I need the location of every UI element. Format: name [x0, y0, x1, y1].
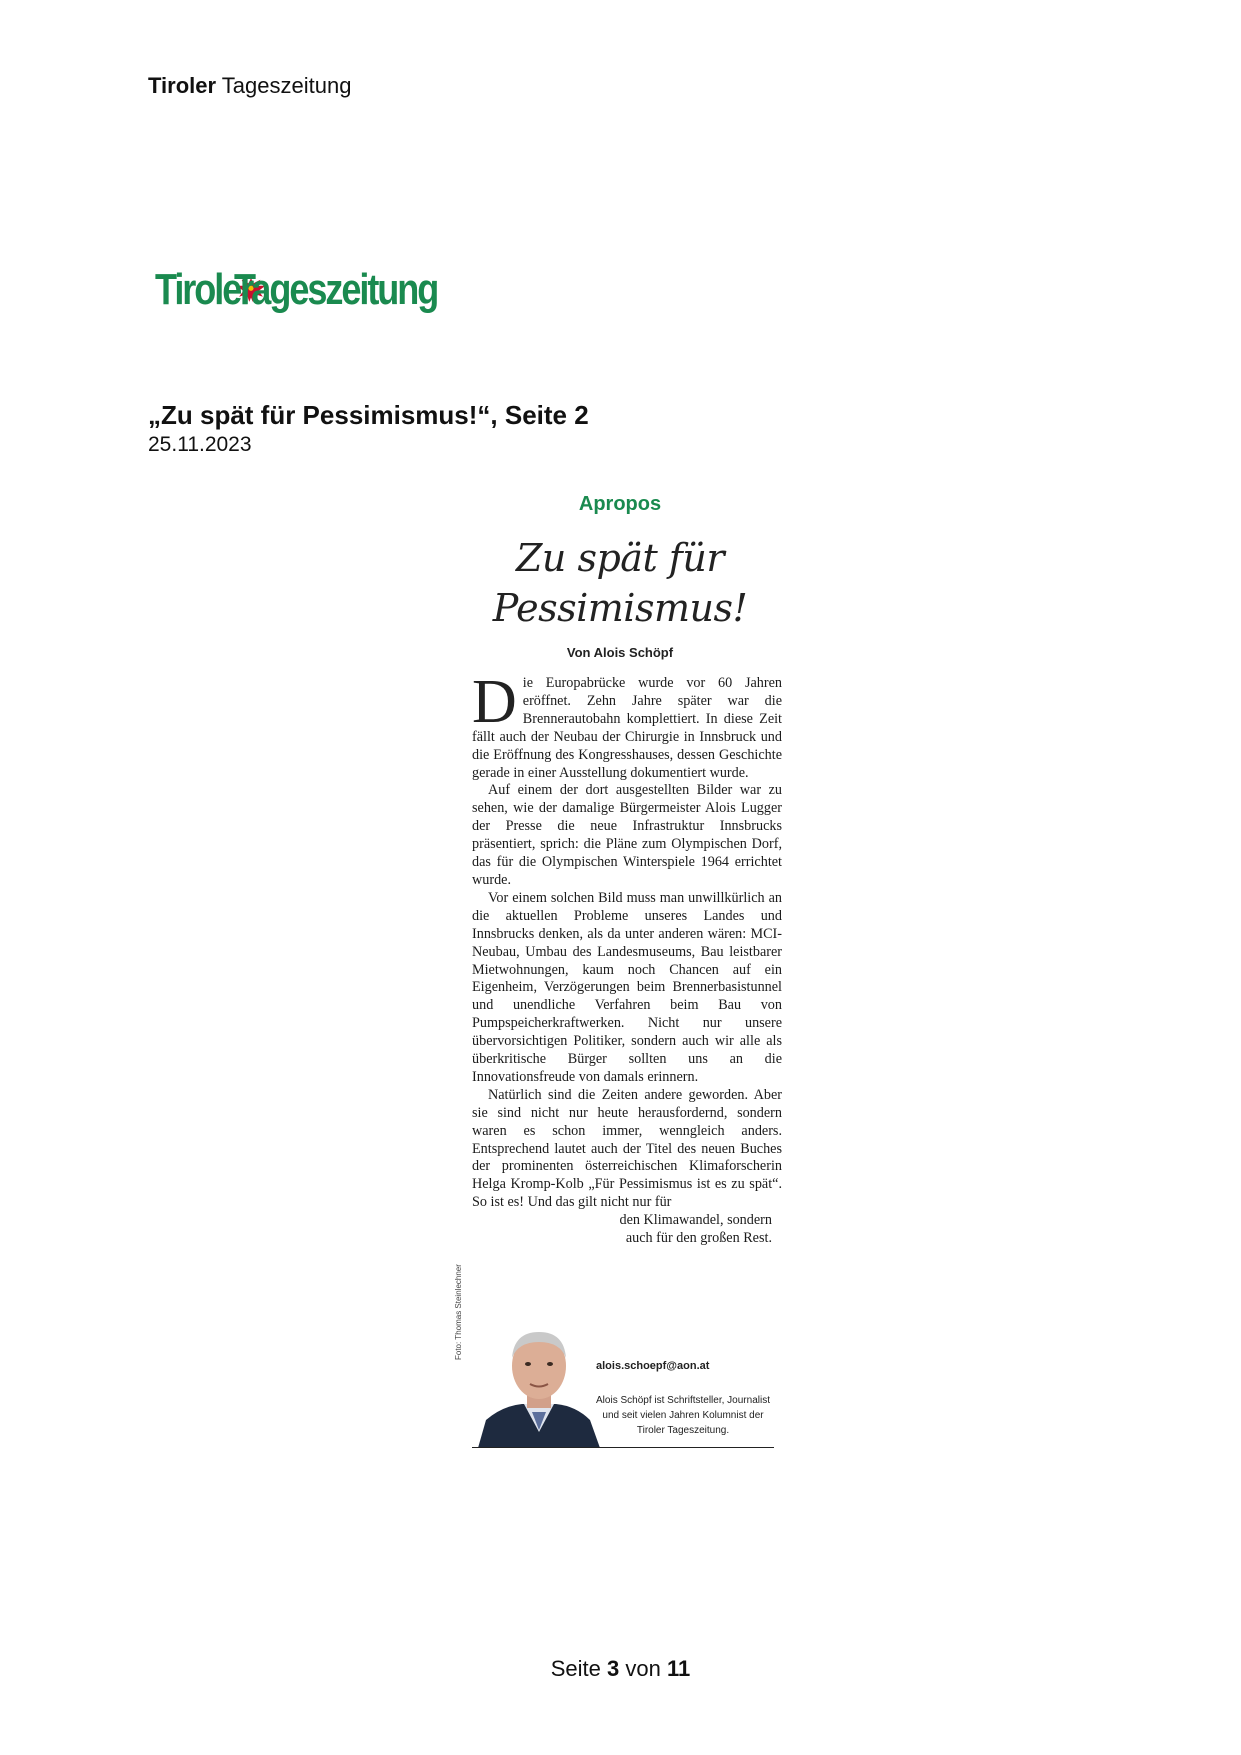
pager-prefix: Seite: [550, 1656, 601, 1681]
page-header: [148, 73, 351, 99]
author-bio: Alois Schöpf ist Schriftsteller, Journalist und seit vielen Jahren Kolumnist der Tiroler Tageszeitung.: [596, 1395, 770, 1436]
header-brand-regular: Tageszeitung: [221, 73, 352, 98]
document-title: „Zu spät für Pessimismus!“, Seite 2: [148, 400, 589, 430]
pager-separator: von: [625, 1656, 661, 1681]
paragraph-2: Auf einem der dort ausgestellten Bilder war zu sehen, wie der damalige Bürgermeister Alois Lugger der Presse die neue Infrastruktur Innsbrucks präsentiert, sprich: die Pläne zum Olympischen Dorf, das für die Olympischen Winterspiele 1964 errichtet wurde.: [472, 782, 782, 888]
header-brand-bold: Tiroler: [148, 73, 217, 98]
paragraph-tail-2: auch für den großen Rest.: [625, 1230, 772, 1247]
headline-line-1: Zu spät für: [516, 536, 724, 580]
author-email: alois.schoepf@aon.at: [596, 1360, 710, 1372]
pager-current: 3: [607, 1656, 620, 1681]
photo-credit: Foto: Thomas Steinlechner: [454, 1264, 463, 1360]
logo-word-tiroler: Tiroler: [155, 265, 253, 314]
paragraph-1: [472, 668, 782, 782]
article-body: [472, 668, 782, 1248]
paragraph-3: Vor einem solchen Bild muss man unwillkürlich an die aktuellen Probleme unseres Landes und Innsbrucks denken, als da unter anderen wären: MCI-Neubau, Umbau des Landesmuseums, Bau leistbarer Mietwohnungen, kaum noch Chancen auf ein Eigenheim, Verzögerungen beim Brennerbasistunnel und unendliche Verfahren beim Bau von Pumpspeicherkraftwerken. Nicht nur unsere übervorsichtigen Politiker, sondern auch wir alle als überkritische Bürger sollten uns an die Innovationsfreude von damals erinnern.: [472, 889, 782, 1085]
paragraph-4: Natürlich sind die Zeiten andere geworden. Aber sie sind nicht nur heute herausfordernd, sondern waren es schon immer, wenngleich anders. Entsprechend lautet auch der Titel des neuen Buches der prominenten österreichischen Klimaforscherin Helga Kromp-Kolb „Für Pessimismus ist es zu spät“. So ist es! Und das gilt nicht nur für: [472, 1086, 782, 1211]
article-author: Von Alois Schöpf: [566, 645, 674, 660]
drop-cap: D: [472, 668, 517, 736]
author-portrait: [472, 1320, 606, 1448]
article-clipping: [454, 485, 782, 1465]
article-kicker: Apropos: [578, 493, 662, 515]
paragraph-tail-1: den Klimawandel, sondern: [619, 1212, 772, 1229]
headline-line-2: Pessimismus!: [492, 586, 748, 630]
article-headline: [460, 533, 780, 633]
pager-total: 11: [667, 1656, 691, 1681]
page-indicator: [0, 1656, 1241, 1682]
document-date: 25.11.2023: [148, 433, 252, 456]
bottom-rule: [472, 1447, 774, 1448]
paragraph-1-text: ie Europabrücke wurde vor 60 Jahren eröffnet. Zehn Jahre später war die Brennerautobahn komplettiert. In diese Zeit fällt auch der Neubau der Chirurgie in Innsbruck und die Eröffnung des Kongresshauses, dessen Geschichte gerade in einer Ausstellung dokumentiert wurde.: [472, 675, 782, 781]
newspaper-logo: [155, 262, 482, 318]
logo-word-tageszeitung: Tageszeitung: [233, 265, 437, 314]
